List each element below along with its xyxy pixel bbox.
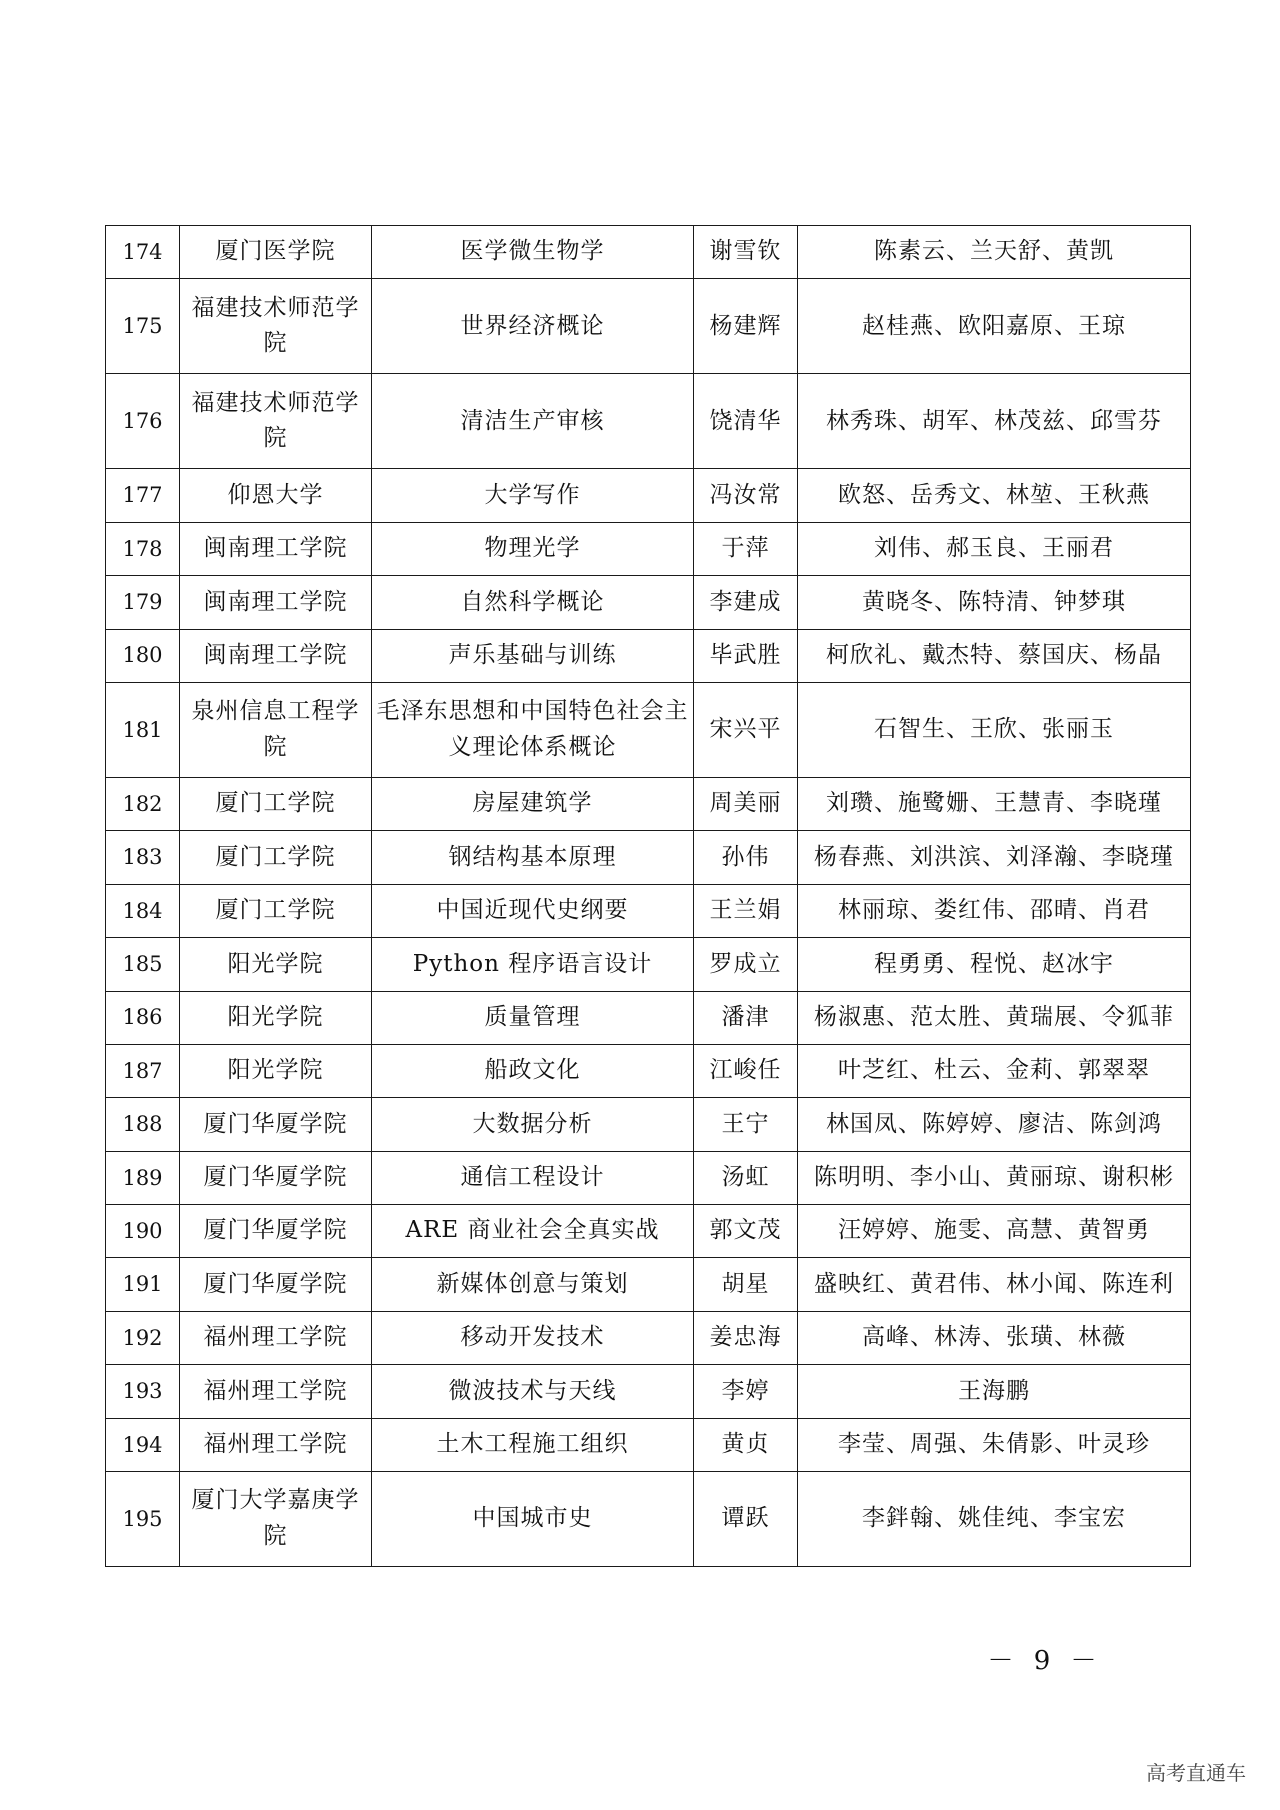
school-name: 厦门医学院 bbox=[180, 226, 372, 279]
course-leader: 郭文茂 bbox=[694, 1205, 798, 1258]
table-row bbox=[106, 831, 1191, 884]
school-name: 闽南理工学院 bbox=[180, 576, 372, 629]
team-members: 杨淑惠、范太胜、黄瑞展、令狐菲 bbox=[798, 991, 1191, 1044]
table-row bbox=[106, 777, 1191, 830]
page-number-text: － 9 － bbox=[987, 1646, 1103, 1676]
table-row bbox=[106, 1258, 1191, 1311]
course-leader: 于萍 bbox=[694, 522, 798, 575]
school-name: 福州理工学院 bbox=[180, 1418, 372, 1471]
school-name: 厦门工学院 bbox=[180, 884, 372, 937]
course-name: 自然科学概论 bbox=[372, 576, 694, 629]
course-leader: 姜忠海 bbox=[694, 1311, 798, 1364]
school-name: 厦门工学院 bbox=[180, 831, 372, 884]
row-number: 174 bbox=[106, 226, 180, 279]
team-members: 程勇勇、程悦、赵冰宇 bbox=[798, 938, 1191, 991]
table-row bbox=[106, 576, 1191, 629]
course-leader: 黄贞 bbox=[694, 1418, 798, 1471]
team-members: 杨春燕、刘洪滨、刘泽瀚、李晓瑾 bbox=[798, 831, 1191, 884]
table-row bbox=[106, 884, 1191, 937]
team-members: 林国凤、陈婷婷、廖洁、陈剑鸿 bbox=[798, 1098, 1191, 1151]
course-name: 船政文化 bbox=[372, 1044, 694, 1097]
course-name: 大数据分析 bbox=[372, 1098, 694, 1151]
team-members: 王海鹏 bbox=[798, 1365, 1191, 1418]
row-number: 181 bbox=[106, 682, 180, 777]
course-leader: 潘津 bbox=[694, 991, 798, 1044]
row-number: 175 bbox=[106, 279, 180, 374]
school-name: 福州理工学院 bbox=[180, 1311, 372, 1364]
school-name: 泉州信息工程学院 bbox=[180, 682, 372, 777]
table-row bbox=[106, 1151, 1191, 1204]
course-name: 新媒体创意与策划 bbox=[372, 1258, 694, 1311]
course-name: 中国城市史 bbox=[372, 1472, 694, 1567]
team-members: 赵桂燕、欧阳嘉原、王琼 bbox=[798, 279, 1191, 374]
row-number: 194 bbox=[106, 1418, 180, 1471]
team-members: 盛映红、黄君伟、林小闻、陈连利 bbox=[798, 1258, 1191, 1311]
course-name: 医学微生物学 bbox=[372, 226, 694, 279]
table-row bbox=[106, 1205, 1191, 1258]
school-name: 厦门工学院 bbox=[180, 777, 372, 830]
team-members: 林秀珠、胡军、林茂兹、邱雪芬 bbox=[798, 374, 1191, 469]
team-members: 陈素云、兰天舒、黄凯 bbox=[798, 226, 1191, 279]
row-number: 191 bbox=[106, 1258, 180, 1311]
school-name: 仰恩大学 bbox=[180, 469, 372, 522]
course-leader: 杨建辉 bbox=[694, 279, 798, 374]
row-number: 183 bbox=[106, 831, 180, 884]
table-row bbox=[106, 226, 1191, 279]
course-name: Python 程序语言设计 bbox=[372, 938, 694, 991]
course-leader: 周美丽 bbox=[694, 777, 798, 830]
course-table bbox=[105, 225, 1191, 1567]
course-leader: 孙伟 bbox=[694, 831, 798, 884]
course-name: 微波技术与天线 bbox=[372, 1365, 694, 1418]
school-name: 厦门华厦学院 bbox=[180, 1258, 372, 1311]
course-leader: 谭跃 bbox=[694, 1472, 798, 1567]
team-members: 李鉡翰、姚佳纯、李宝宏 bbox=[798, 1472, 1191, 1567]
course-leader: 王宁 bbox=[694, 1098, 798, 1151]
table-row bbox=[106, 279, 1191, 374]
table-body bbox=[106, 226, 1191, 1567]
school-name: 阳光学院 bbox=[180, 938, 372, 991]
table-row bbox=[106, 991, 1191, 1044]
table-row bbox=[106, 1311, 1191, 1364]
course-leader: 汤虹 bbox=[694, 1151, 798, 1204]
table-row bbox=[106, 1098, 1191, 1151]
course-leader: 毕武胜 bbox=[694, 629, 798, 682]
table-row bbox=[106, 469, 1191, 522]
course-name: 毛泽东思想和中国特色社会主义理论体系概论 bbox=[372, 682, 694, 777]
school-name: 闽南理工学院 bbox=[180, 522, 372, 575]
course-leader: 谢雪钦 bbox=[694, 226, 798, 279]
table-row bbox=[106, 1472, 1191, 1567]
team-members: 林丽琼、娄红伟、邵晴、肖君 bbox=[798, 884, 1191, 937]
row-number: 177 bbox=[106, 469, 180, 522]
school-name: 厦门大学嘉庚学院 bbox=[180, 1472, 372, 1567]
course-name: 物理光学 bbox=[372, 522, 694, 575]
row-number: 184 bbox=[106, 884, 180, 937]
school-name: 厦门华厦学院 bbox=[180, 1151, 372, 1204]
course-name: 大学写作 bbox=[372, 469, 694, 522]
course-name: 房屋建筑学 bbox=[372, 777, 694, 830]
course-name: 声乐基础与训练 bbox=[372, 629, 694, 682]
school-name: 阳光学院 bbox=[180, 1044, 372, 1097]
table-row bbox=[106, 1365, 1191, 1418]
course-name: ARE 商业社会全真实战 bbox=[372, 1205, 694, 1258]
team-members: 石智生、王欣、张丽玉 bbox=[798, 682, 1191, 777]
course-leader: 江峻任 bbox=[694, 1044, 798, 1097]
team-members: 黄晓冬、陈特清、钟梦琪 bbox=[798, 576, 1191, 629]
row-number: 176 bbox=[106, 374, 180, 469]
row-number: 180 bbox=[106, 629, 180, 682]
row-number: 185 bbox=[106, 938, 180, 991]
row-number: 179 bbox=[106, 576, 180, 629]
course-name: 中国近现代史纲要 bbox=[372, 884, 694, 937]
team-members: 刘瓒、施鹭姗、王慧青、李晓瑾 bbox=[798, 777, 1191, 830]
table-row bbox=[106, 1418, 1191, 1471]
school-name: 福州理工学院 bbox=[180, 1365, 372, 1418]
row-number: 195 bbox=[106, 1472, 180, 1567]
course-leader: 罗成立 bbox=[694, 938, 798, 991]
table-row bbox=[106, 522, 1191, 575]
course-name: 通信工程设计 bbox=[372, 1151, 694, 1204]
table-row bbox=[106, 629, 1191, 682]
row-number: 178 bbox=[106, 522, 180, 575]
course-leader: 冯汝常 bbox=[694, 469, 798, 522]
row-number: 193 bbox=[106, 1365, 180, 1418]
course-name: 清洁生产审核 bbox=[372, 374, 694, 469]
table-row bbox=[106, 374, 1191, 469]
row-number: 190 bbox=[106, 1205, 180, 1258]
team-members: 高峰、林涛、张璜、林薇 bbox=[798, 1311, 1191, 1364]
table-row bbox=[106, 938, 1191, 991]
course-leader: 宋兴平 bbox=[694, 682, 798, 777]
team-members: 欧怒、岳秀文、林堃、王秋燕 bbox=[798, 469, 1191, 522]
course-leader: 李婷 bbox=[694, 1365, 798, 1418]
team-members: 汪婷婷、施雯、高慧、黄智勇 bbox=[798, 1205, 1191, 1258]
course-leader: 王兰娟 bbox=[694, 884, 798, 937]
row-number: 182 bbox=[106, 777, 180, 830]
course-name: 移动开发技术 bbox=[372, 1311, 694, 1364]
school-name: 厦门华厦学院 bbox=[180, 1205, 372, 1258]
row-number: 187 bbox=[106, 1044, 180, 1097]
table-row bbox=[106, 682, 1191, 777]
page-number bbox=[0, 1640, 1280, 1677]
team-members: 陈明明、李小山、黄丽琼、谢积彬 bbox=[798, 1151, 1191, 1204]
team-members: 柯欣礼、戴杰特、蔡国庆、杨晶 bbox=[798, 629, 1191, 682]
row-number: 186 bbox=[106, 991, 180, 1044]
team-members: 叶芝红、杜云、金莉、郭翠翠 bbox=[798, 1044, 1191, 1097]
course-name: 土木工程施工组织 bbox=[372, 1418, 694, 1471]
school-name: 阳光学院 bbox=[180, 991, 372, 1044]
team-members: 李莹、周强、朱倩影、叶灵珍 bbox=[798, 1418, 1191, 1471]
course-leader: 饶清华 bbox=[694, 374, 798, 469]
school-name: 福建技术师范学院 bbox=[180, 374, 372, 469]
school-name: 闽南理工学院 bbox=[180, 629, 372, 682]
row-number: 192 bbox=[106, 1311, 180, 1364]
table-row bbox=[106, 1044, 1191, 1097]
course-leader: 李建成 bbox=[694, 576, 798, 629]
course-leader: 胡星 bbox=[694, 1258, 798, 1311]
course-name: 世界经济概论 bbox=[372, 279, 694, 374]
watermark: 高考直通车 bbox=[1146, 1761, 1246, 1785]
school-name: 厦门华厦学院 bbox=[180, 1098, 372, 1151]
team-members: 刘伟、郝玉良、王丽君 bbox=[798, 522, 1191, 575]
course-name: 钢结构基本原理 bbox=[372, 831, 694, 884]
row-number: 188 bbox=[106, 1098, 180, 1151]
row-number: 189 bbox=[106, 1151, 180, 1204]
school-name: 福建技术师范学院 bbox=[180, 279, 372, 374]
course-name: 质量管理 bbox=[372, 991, 694, 1044]
